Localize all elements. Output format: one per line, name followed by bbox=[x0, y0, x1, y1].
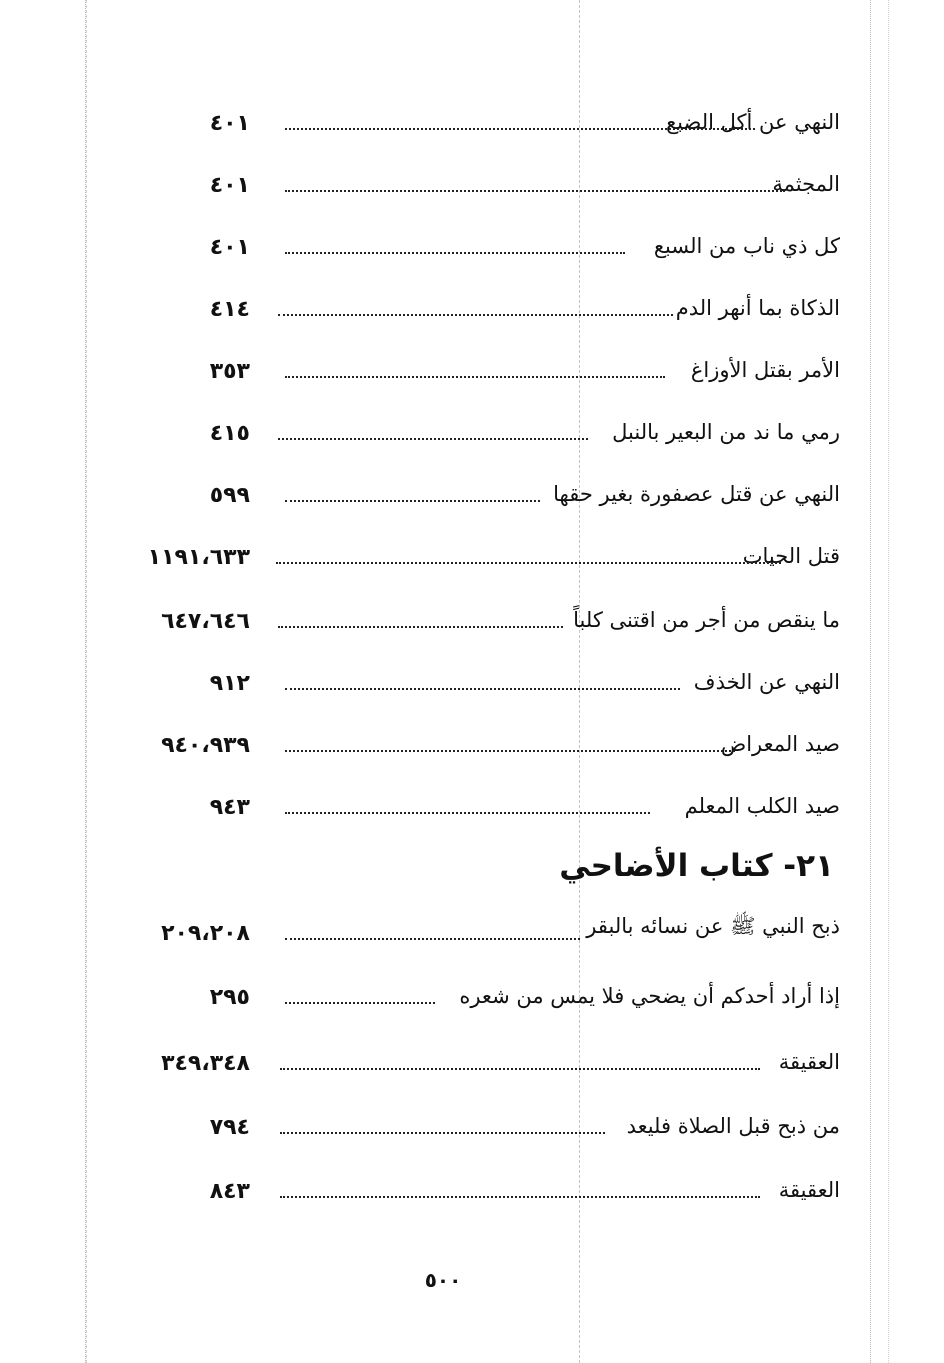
section-heading: ٢١- كتاب الأضاحي bbox=[559, 848, 834, 884]
leader-dots bbox=[278, 626, 563, 628]
leader-dots bbox=[276, 562, 781, 564]
index-entry bbox=[100, 100, 840, 140]
scan-guide-line bbox=[870, 0, 871, 1363]
entry-title: ذبح النبي ﷺ عن نسائه بالبقر bbox=[586, 914, 840, 938]
index-entry bbox=[100, 348, 840, 388]
index-entry bbox=[100, 660, 840, 700]
entry-title: النهي عن الخذف bbox=[693, 670, 840, 694]
entry-title: صيد المعراض bbox=[720, 732, 840, 756]
scan-guide-line bbox=[86, 0, 87, 1363]
entry-pages: ٩٤٠،٩٣٩ bbox=[161, 733, 250, 758]
leader-dots bbox=[285, 938, 580, 940]
index-entry bbox=[100, 1104, 840, 1144]
entry-pages: ٨٤٣ bbox=[209, 1179, 250, 1204]
entry-pages: ٤٠١ bbox=[209, 173, 250, 198]
leader-dots bbox=[285, 252, 625, 254]
entry-title: العقيقة bbox=[778, 1178, 840, 1202]
index-entry bbox=[100, 162, 840, 202]
entry-title: كل ذي ناب من السبع bbox=[653, 234, 840, 258]
leader-dots bbox=[278, 438, 588, 440]
entry-pages: ١١٩١،٦٣٣ bbox=[147, 545, 250, 570]
entry-pages: ٢٠٩،٢٠٨ bbox=[161, 921, 250, 946]
entry-pages: ٢٩٥ bbox=[209, 985, 250, 1010]
leader-dots bbox=[280, 1068, 760, 1070]
entry-pages: ٣٤٩،٣٤٨ bbox=[161, 1051, 250, 1076]
index-entry bbox=[100, 784, 840, 824]
entry-pages: ٥٩٩ bbox=[209, 483, 250, 508]
entry-title: الذكاة بما أنهر الدم bbox=[675, 296, 840, 320]
entry-title: النهي عن أكل الضبع bbox=[666, 110, 840, 134]
leader-dots bbox=[280, 1196, 760, 1198]
entry-title: إذا أراد أحدكم أن يضحي فلا يمس من شعره bbox=[459, 984, 840, 1008]
index-entry bbox=[100, 472, 840, 512]
leader-dots bbox=[285, 750, 735, 752]
index-entry bbox=[100, 410, 840, 450]
entry-pages: ٤٠١ bbox=[209, 111, 250, 136]
leader-dots bbox=[285, 376, 665, 378]
leader-dots bbox=[285, 500, 540, 502]
index-entry bbox=[100, 910, 840, 950]
entry-pages: ٦٤٧،٦٤٦ bbox=[161, 609, 250, 634]
leader-dots bbox=[285, 190, 785, 192]
entry-pages: ٤٠١ bbox=[209, 235, 250, 260]
entry-pages: ٣٥٣ bbox=[209, 359, 250, 384]
page-number: ٥٠٠ bbox=[424, 1268, 462, 1292]
entry-pages: ٩٤٣ bbox=[209, 795, 250, 820]
entry-title: رمي ما ند من البعير بالنبل bbox=[612, 420, 840, 444]
index-entry bbox=[100, 1040, 840, 1080]
leader-dots bbox=[285, 812, 650, 814]
index-entry bbox=[100, 224, 840, 264]
leader-dots bbox=[278, 314, 673, 316]
index-entry bbox=[100, 534, 840, 574]
entry-title: ما ينقص من أجر من اقتنى كلباً bbox=[573, 608, 840, 632]
entry-title: قتل الحيات bbox=[742, 544, 840, 568]
entry-pages: ٩١٢ bbox=[209, 671, 250, 696]
leader-dots bbox=[280, 1132, 605, 1134]
entry-title: المجثمة bbox=[772, 172, 840, 196]
entry-title: صيد الكلب المعلم bbox=[684, 794, 840, 818]
leader-dots bbox=[285, 1002, 435, 1004]
entry-pages: ٤١٥ bbox=[209, 421, 250, 446]
entry-pages: ٧٩٤ bbox=[209, 1115, 250, 1140]
index-entry bbox=[100, 1168, 840, 1208]
entry-title: من ذبح قبل الصلاة فليعد bbox=[626, 1114, 840, 1138]
leader-dots bbox=[285, 128, 755, 130]
entry-pages: ٤١٤ bbox=[209, 297, 250, 322]
index-entry bbox=[100, 722, 840, 762]
index-entry bbox=[100, 286, 840, 326]
scan-guide-line bbox=[888, 0, 889, 1363]
entry-title: النهي عن قتل عصفورة بغير حقها bbox=[553, 482, 840, 506]
index-entry bbox=[100, 598, 840, 638]
entry-title: العقيقة bbox=[778, 1050, 840, 1074]
leader-dots bbox=[285, 688, 680, 690]
index-entry bbox=[100, 974, 840, 1014]
entry-title: الأمر بقتل الأوزاغ bbox=[690, 358, 840, 382]
